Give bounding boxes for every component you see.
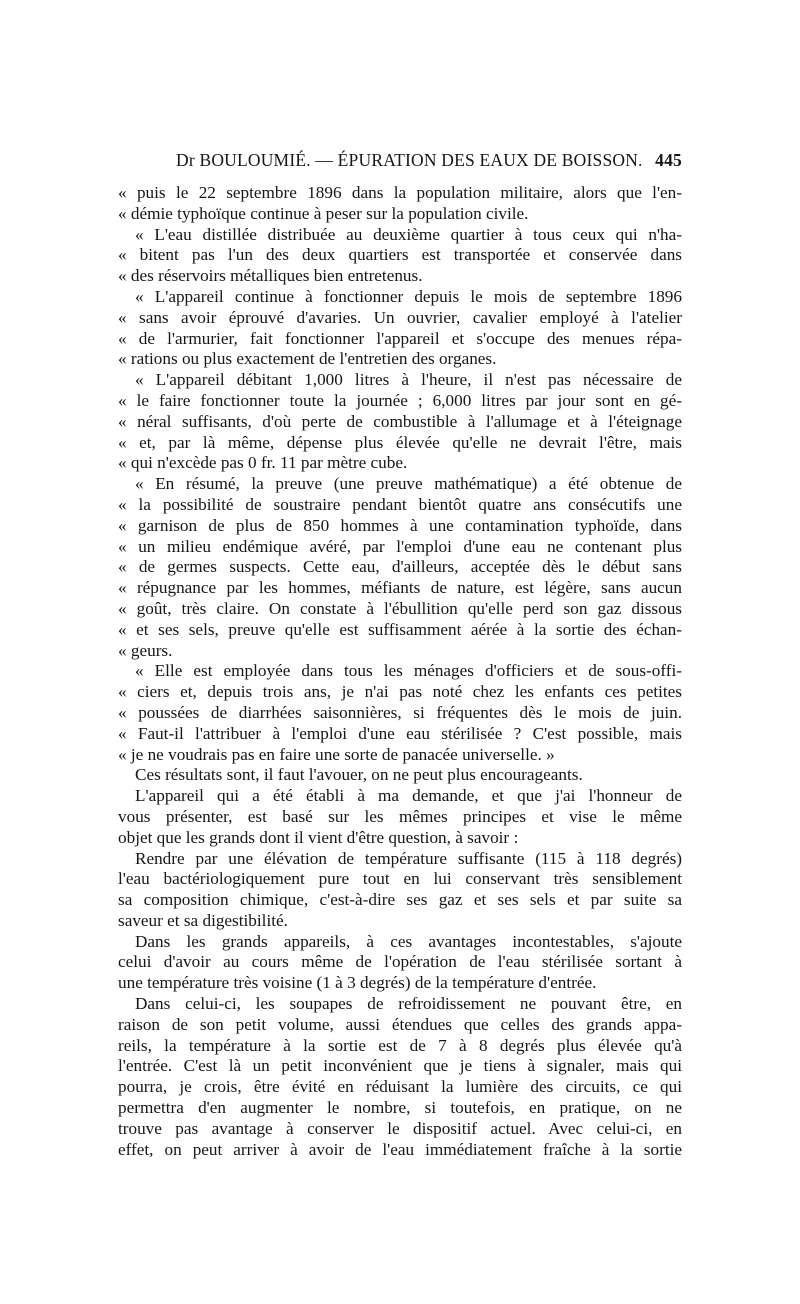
- body-text: [118, 183, 682, 1160]
- text-line: « En résumé, la preuve (une preuve mathématique) a été obtenue de: [135, 474, 682, 494]
- text-line: Dans les grands appareils, à ces avantages incontestables, s'ajoute: [135, 931, 682, 951]
- page-header: [118, 150, 682, 178]
- text-line: « le faire fonctionner toute la journée ; 6,000 litres par jour sont en gé-: [118, 390, 682, 410]
- text-line: objet que les grands dont il vient d'être question, à savoir :: [118, 827, 519, 847]
- text-line: « de l'armurier, fait fonctionner l'appareil et s'occupe des menues répa-: [118, 328, 682, 348]
- text-line: Dans celui-ci, les soupapes de refroidissement ne pouvant être, en: [135, 994, 682, 1014]
- text-line: « garnison de plus de 850 hommes à une contamination typhoïde, dans: [118, 515, 682, 535]
- text-line: « rations ou plus exactement de l'entretien des organes.: [118, 349, 497, 369]
- text-line: « de germes suspects. Cette eau, d'ailleurs, acceptée dès le début sans: [118, 557, 682, 577]
- text-line: effet, on peut arriver à avoir de l'eau immédiatement fraîche à la sortie: [118, 1139, 682, 1159]
- text-line: « démie typhoïque continue à peser sur la population civile.: [118, 203, 529, 223]
- text-line: « poussées de diarrhées saisonnières, si fréquentes dès le mois de juin.: [118, 702, 682, 722]
- text-line: « sans avoir éprouvé d'avaries. Un ouvrier, cavalier employé à l'atelier: [118, 307, 682, 327]
- text-line: l'entrée. C'est là un petit inconvénient que je tiens à signaler, mais qui: [118, 1056, 682, 1076]
- text-line: celui d'avoir au cours même de l'opération de l'eau stérilisée sortant à: [118, 952, 682, 972]
- text-line: « ciers et, depuis trois ans, je n'ai pas noté chez les enfants ces petites: [118, 682, 682, 702]
- text-line: « répugnance par les hommes, méfiants de nature, est légère, sans aucun: [118, 578, 682, 598]
- text-line: pourra, je crois, être évité en réduisant la lumière des circuits, ce qui: [118, 1077, 682, 1097]
- text-line: « et ses sels, preuve qu'elle est suffisamment aérée à la sortie des échan-: [118, 619, 682, 639]
- page-number: 445: [655, 150, 682, 170]
- text-line: sa composition chimique, c'est-à-dire ses gaz et ses sels et par suite sa: [118, 890, 682, 910]
- text-line: reils, la température à la sortie est de 7 à 8 degrés plus élevée qu'à: [118, 1035, 682, 1055]
- text-line: raison de son petit volume, aussi étendues que celles des grands appa-: [118, 1014, 682, 1034]
- text-line: « Elle est employée dans tous les ménages d'officiers et de sous-offi-: [135, 661, 682, 681]
- text-line: saveur et sa digestibilité.: [118, 910, 288, 930]
- text-line: « et, par là même, dépense plus élevée qu'elle ne devrait l'être, mais: [118, 432, 682, 452]
- text-line: « je ne voudrais pas en faire une sorte de panacée universelle. »: [118, 744, 555, 764]
- text-line: permettra d'en augmenter le nombre, si toutefois, en pratique, on ne: [118, 1098, 682, 1118]
- text-line: « Faut-il l'attribuer à l'emploi d'une eau stérilisée ? C'est possible, mais: [118, 723, 682, 743]
- text-line: « puis le 22 septembre 1896 dans la population militaire, alors que l'en-: [118, 183, 682, 202]
- text-line: vous présenter, est basé sur les mêmes principes et vise le même: [118, 806, 682, 826]
- text-line: « L'appareil débitant 1,000 litres à l'heure, il n'est pas nécessaire de: [135, 370, 682, 390]
- text-line: trouve pas avantage à conserver le dispositif actuel. Avec celui-ci, en: [118, 1118, 682, 1138]
- text-line: « qui n'excède pas 0 fr. 11 par mètre cube.: [118, 453, 408, 473]
- text-line: « geurs.: [118, 640, 173, 660]
- text-line: Rendre par une élévation de température suffisante (115 à 118 degrés): [135, 848, 682, 868]
- text-line: l'eau bactériologiquement pure tout en lui conservant très sensiblement: [118, 869, 682, 889]
- text-line: « L'appareil continue à fonctionner depuis le mois de septembre 1896: [135, 286, 682, 306]
- text-line: une température très voisine (1 à 3 degrés) de la température d'entrée.: [118, 973, 597, 993]
- running-head: Dr BOULOUMIÉ. — ÉPURATION DES EAUX DE BOISSON.: [176, 150, 643, 170]
- text-line: « un milieu endémique avéré, par l'emploi d'une eau ne contenant plus: [118, 536, 682, 556]
- text-line: « L'eau distillée distribuée au deuxième quartier à tous ceux qui n'ha-: [135, 224, 682, 244]
- text-line: « bitent pas l'un des deux quartiers est transportée et conservée dans: [118, 245, 682, 265]
- text-line: Ces résultats sont, il faut l'avouer, on ne peut plus encourageants.: [135, 765, 583, 785]
- text-line: « goût, très claire. On constate à l'ébullition qu'elle perd son gaz dissous: [118, 598, 682, 618]
- text-line: « des réservoirs métalliques bien entretenus.: [118, 266, 423, 286]
- text-line: « néral suffisants, d'où perte de combustible à l'allumage et à l'éteignage: [118, 411, 682, 431]
- text-line: L'appareil qui a été établi à ma demande, et que j'ai l'honneur de: [135, 786, 682, 806]
- text-line: « la possibilité de soustraire pendant bientôt quatre ans consécutifs une: [118, 494, 682, 514]
